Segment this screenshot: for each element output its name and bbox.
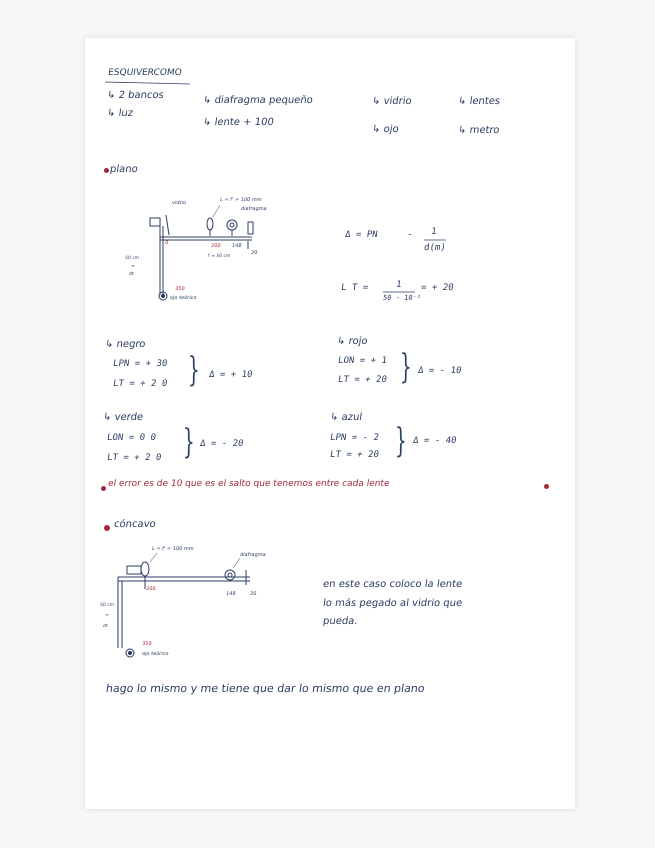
verde-result: Δ = - 20: [199, 439, 245, 449]
brace: }: [394, 421, 407, 461]
concavo-note-line1: en este caso coloco la lente: [322, 579, 463, 590]
formula-num: 1: [430, 227, 438, 237]
side-equals: =: [130, 264, 136, 269]
material-light: ↳ luz: [106, 108, 134, 119]
formula-minus: -: [406, 230, 414, 240]
negro-result: Δ = + 10: [208, 370, 254, 380]
side-equals: =: [104, 613, 110, 618]
error-note: el error es de 10 que es el salto que tenemos entre cada lente: [107, 479, 391, 489]
label-diafragma: diafragma: [239, 552, 267, 558]
bullet-dot-icon: [104, 525, 110, 531]
azul-result: Δ = - 40: [412, 436, 458, 446]
side-dt: dt: [102, 624, 108, 629]
plano-diagram: [150, 205, 253, 300]
screen-symbol: [248, 222, 253, 234]
lens-symbol: [207, 218, 213, 230]
bullet-dot-icon: [104, 168, 109, 173]
material-meter: ↳ metro: [457, 125, 501, 136]
mark-zero: 0: [164, 240, 169, 246]
side-length: 50 cm: [124, 256, 140, 261]
mark-20: 20: [249, 591, 257, 597]
label-diafragma: diafragma: [240, 206, 268, 212]
formula2-lhs: L T =: [340, 283, 369, 293]
side-dt: dt: [128, 272, 134, 277]
plano-heading: plano: [109, 164, 139, 175]
rojo-result: Δ = - 10: [417, 366, 463, 376]
verde-line1: LON = 0 0: [106, 433, 157, 443]
verde-line2: LT = + 2 0: [106, 453, 162, 463]
bullet-dot-icon: [101, 486, 106, 491]
diaphragm-symbol: [227, 220, 237, 230]
material-lens: ↳ lente + 100: [202, 117, 275, 128]
mark-148: 148: [231, 243, 242, 249]
light-source: [127, 566, 141, 574]
title-underline: [105, 82, 190, 84]
final-line: hago lo mismo y me tiene que dar lo mismo que en plano: [105, 682, 426, 695]
lens-symbol: [141, 562, 149, 576]
mark-200: 200: [210, 243, 221, 249]
verde-heading: ↳ verde: [102, 412, 144, 423]
formula-delta-lhs: Δ = PN: [344, 230, 379, 240]
material-eye: ↳ ojo: [371, 124, 400, 135]
material-diaphragm: ↳ diafragma pequeño: [202, 95, 314, 106]
rojo-heading: ↳ rojo: [336, 336, 369, 347]
mark-200: 200: [145, 586, 156, 592]
label-vidrio: vidrio: [171, 200, 187, 206]
azul-line2: LT = + 20: [329, 450, 380, 460]
negro-line1: LPN = + 30: [112, 359, 168, 369]
formula2-rhs: = + 20: [420, 283, 455, 293]
negro-line2: LT = + 2 0: [112, 379, 168, 389]
materials-title: ESQUIVERCOMO: [107, 68, 183, 78]
mark-148: 148: [225, 591, 236, 597]
eye-value: 350: [174, 286, 185, 292]
side-length: 50 cm: [99, 603, 115, 608]
negro-heading: ↳ negro: [104, 339, 147, 350]
eye-label: ojo teórico: [141, 651, 169, 657]
concavo-diagram: [118, 553, 250, 657]
azul-heading: ↳ azul: [329, 412, 363, 423]
focal-note: f = 50 cm: [207, 254, 231, 259]
formula2-den: 50 · 10⁻²: [382, 294, 422, 302]
label-focal: L = f' = 100 mm: [219, 197, 262, 203]
material-glass: ↳ vidrio: [371, 96, 413, 107]
rojo-line2: LT = + 20: [337, 375, 388, 385]
formula2-num: 1: [395, 280, 403, 290]
material-benches: ↳ 2 bancos: [106, 90, 165, 101]
light-source: [150, 218, 160, 226]
eye-label: ojo teórico: [169, 295, 197, 301]
brace: }: [399, 347, 412, 387]
rojo-line1: LON = + 1: [337, 356, 388, 366]
eye-value: 350: [141, 641, 152, 647]
brace: }: [187, 350, 200, 390]
mark-20: 20: [250, 250, 258, 256]
bullet-dot-icon: [544, 484, 549, 489]
label-focal: L = f' = 100 mm: [151, 546, 194, 552]
concavo-note-line2: lo más pegado al vidrio que: [322, 598, 463, 609]
concavo-heading: cóncavo: [113, 519, 157, 530]
material-lenses: ↳ lentes: [457, 96, 501, 107]
brace: }: [182, 422, 195, 462]
concavo-note-line3: pueda.: [322, 616, 359, 627]
azul-line1: LPN = - 2: [329, 433, 380, 443]
diaphragm-symbol: [225, 570, 235, 580]
formula-den: d(m): [423, 243, 447, 253]
